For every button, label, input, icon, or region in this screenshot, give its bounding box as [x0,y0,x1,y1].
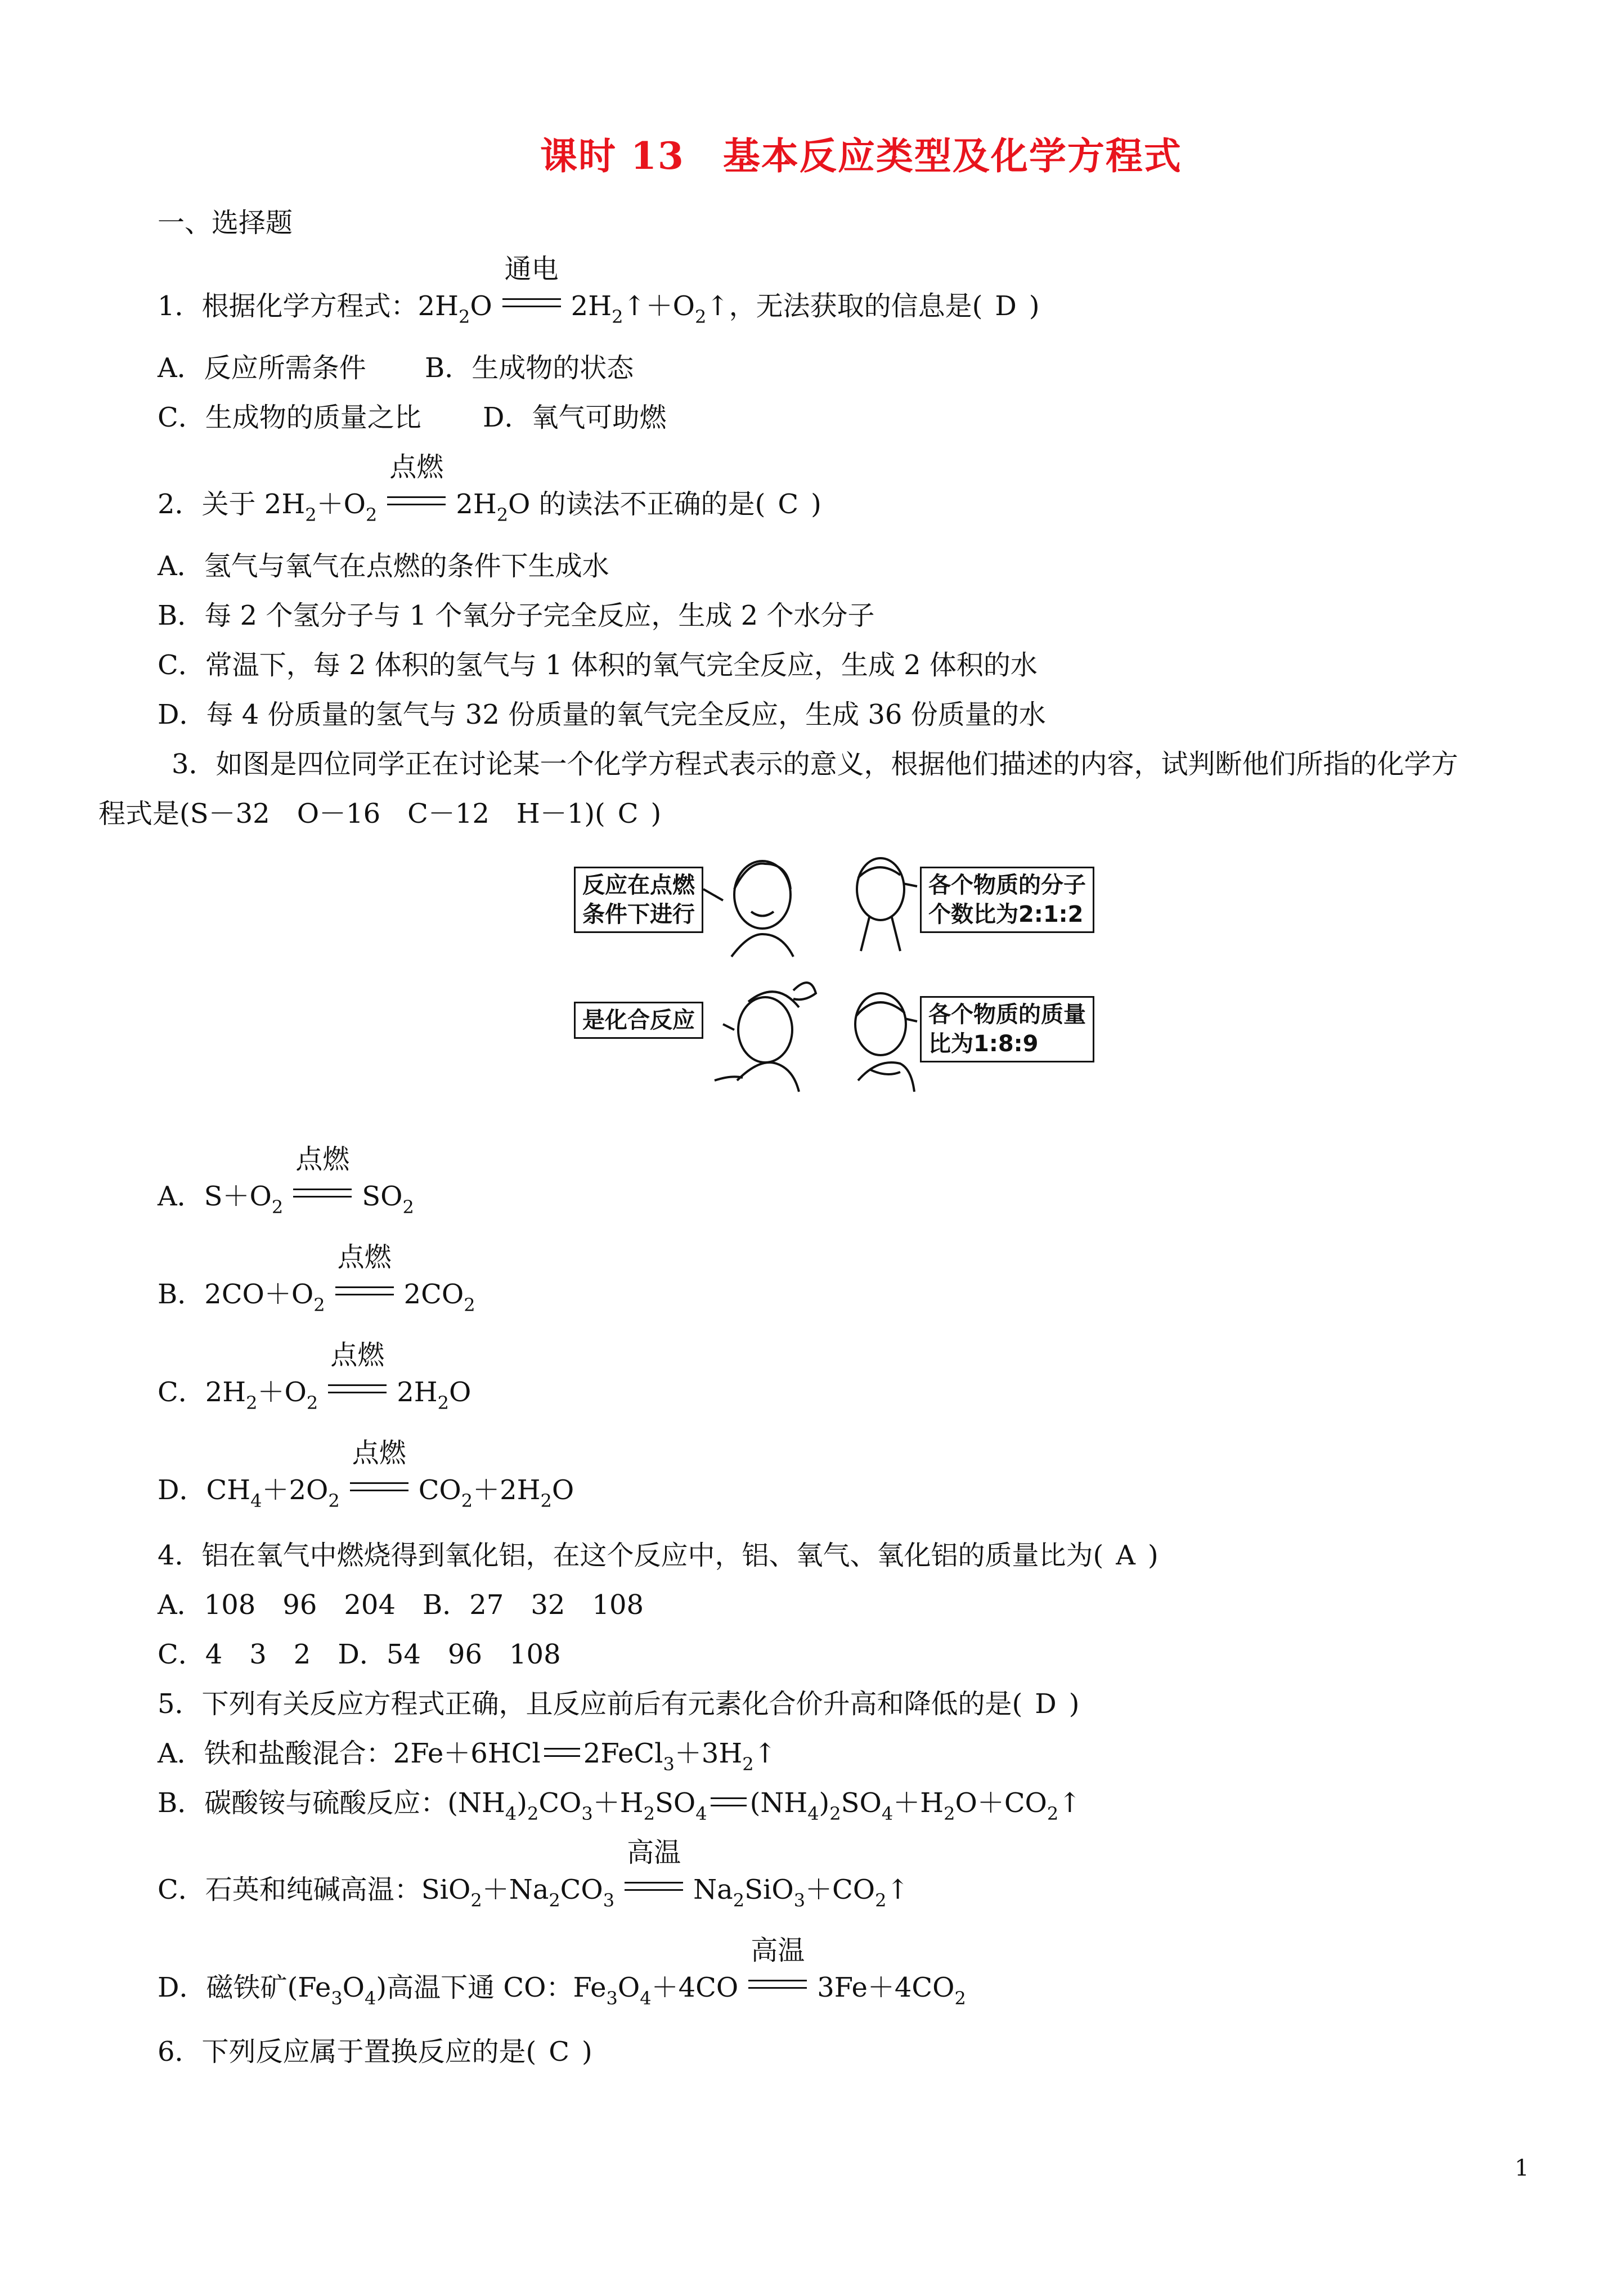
question-1-option-d: D．氧气可助燃 [483,402,667,433]
reaction-condition: 高温 [625,1865,683,1899]
student-1-figure [703,861,793,957]
question-3-option-d: D．$CH_4+2O_2$ 点燃 $CO_2+2H_2O$ [158,1437,574,1512]
question-2-option-c: C．常温下，每 2 体积的氢气与 1 体积的氧气完全反应，生成 2 体积的水 [158,649,1038,681]
question-2-option-d: D．每 4 份质量的氢气与 32 份质量的氧气完全反应，生成 36 份质量的水 [158,699,1046,730]
question-3-option-a: A．$S+O_2$ 点燃 $SO_2$ [158,1143,414,1218]
student-3-figure [715,983,816,1092]
question-5-option-d: D．磁铁矿$(Fe_3O_4)$高温下通 CO：$Fe_3O_4+4CO$ 高温 $3Fe+4CO_2$ [158,1935,966,2009]
question-2-option-a: A．氢气与氧气在点燃的条件下生成水 [158,550,609,582]
question-5-option-a: A．铁和盐酸混合：2Fe＋6HCl $2FeCl_3+3H_2↑$ [158,1738,776,1775]
question-1-option-a: A．反应所需条件 [158,352,366,384]
reaction-condition: 点燃 [350,1465,408,1499]
discussion-illustration [563,855,1125,1114]
question-1-option-b: B．生成物的状态 [425,352,634,384]
speech-bubble-2: 各个物质的分子 个数比为2:1:2 [920,867,1094,933]
question-1-stem: 1．根据化学方程式：$2H_2O$ 通电 $2H_2↑+O_2↑$，无法获取的信息是( D ) [158,253,1040,328]
speech-bubble-1: 反应在点燃 条件下进行 [574,867,703,933]
student-figures [563,855,1125,1114]
reaction-condition: 点燃 [293,1172,352,1205]
question-1-option-c: C．生成物的质量之比 [158,402,421,433]
answer: D [995,290,1017,322]
answer: C [778,488,799,520]
answer: C [549,2036,570,2068]
question-3-stem-line1: 3．如图是四位同学正在讨论某一个化学方程式表示的意义，根据他们描述的内容，试判断他们所指的化学方 [172,748,1458,780]
student-2-figure [857,858,917,951]
answer: C [617,798,639,829]
question-3-option-b: B．$2CO+O_2$ 点燃 $2CO_2$ [158,1241,475,1316]
reaction-condition: 点燃 [328,1367,387,1401]
question-3-stem-line2: 程式是(S－32 O－16 C－12 H－1)( C ) [98,798,662,829]
question-5-option-c: C．石英和纯碱高温：$SiO_2+Na_2CO_3$ 高温 $Na_2SiO_3+CO_2↑$ [158,1837,909,1911]
question-3-option-c: C．$2H_2+O_2$ 点燃 $2H_2O$ [158,1339,472,1414]
answer: D [1035,1688,1057,1720]
section-heading: 一、选择题 [158,207,293,239]
question-2-stem: 2．关于 $2H_2+O_2$ 点燃 $2H_2O$ 的读法不正确的是( C ) [158,451,821,526]
question-4-options-cd: C．4 3 2 D．54 96 108 [158,1639,561,1670]
speech-bubble-4: 各个物质的质量 比为1:8:9 [920,996,1094,1062]
reaction-condition: 通电 [502,281,561,315]
question-6-stem: 6．下列反应属于置换反应的是( C ) [158,2036,592,2068]
student-4-figure [855,993,917,1092]
page-title: 课时 13 基本反应类型及化学方程式 [540,134,1182,178]
reaction-condition: 高温 [748,1963,807,1997]
answer: A [1116,1540,1135,1571]
question-4-stem: 4．铝在氧气中燃烧得到氧化铝，在这个反应中，铝、氧气、氧化铝的质量比为( A ) [158,1540,1159,1571]
question-5-stem: 5．下列有关反应方程式正确，且反应前后有元素化合价升高和降低的是( D ) [158,1688,1080,1720]
question-5-option-b: B．碳酸铵与硫酸反应：$(NH_4)_2CO_3+H_2SO_4$ $(NH_4)_2SO_4+H_2O+CO_2↑$ [158,1787,1081,1824]
question-4-options-ab: A．108 96 204 B．27 32 108 [158,1589,644,1621]
reaction-condition: 点燃 [387,479,446,513]
page-number: 1 [1515,2155,1529,2181]
question-2-option-b: B．每 2 个氢分子与 1 个氧分子完全反应，生成 2 个水分子 [158,600,875,631]
reaction-condition: 点燃 [335,1270,394,1303]
speech-bubble-3: 是化合反应 [574,1002,703,1039]
